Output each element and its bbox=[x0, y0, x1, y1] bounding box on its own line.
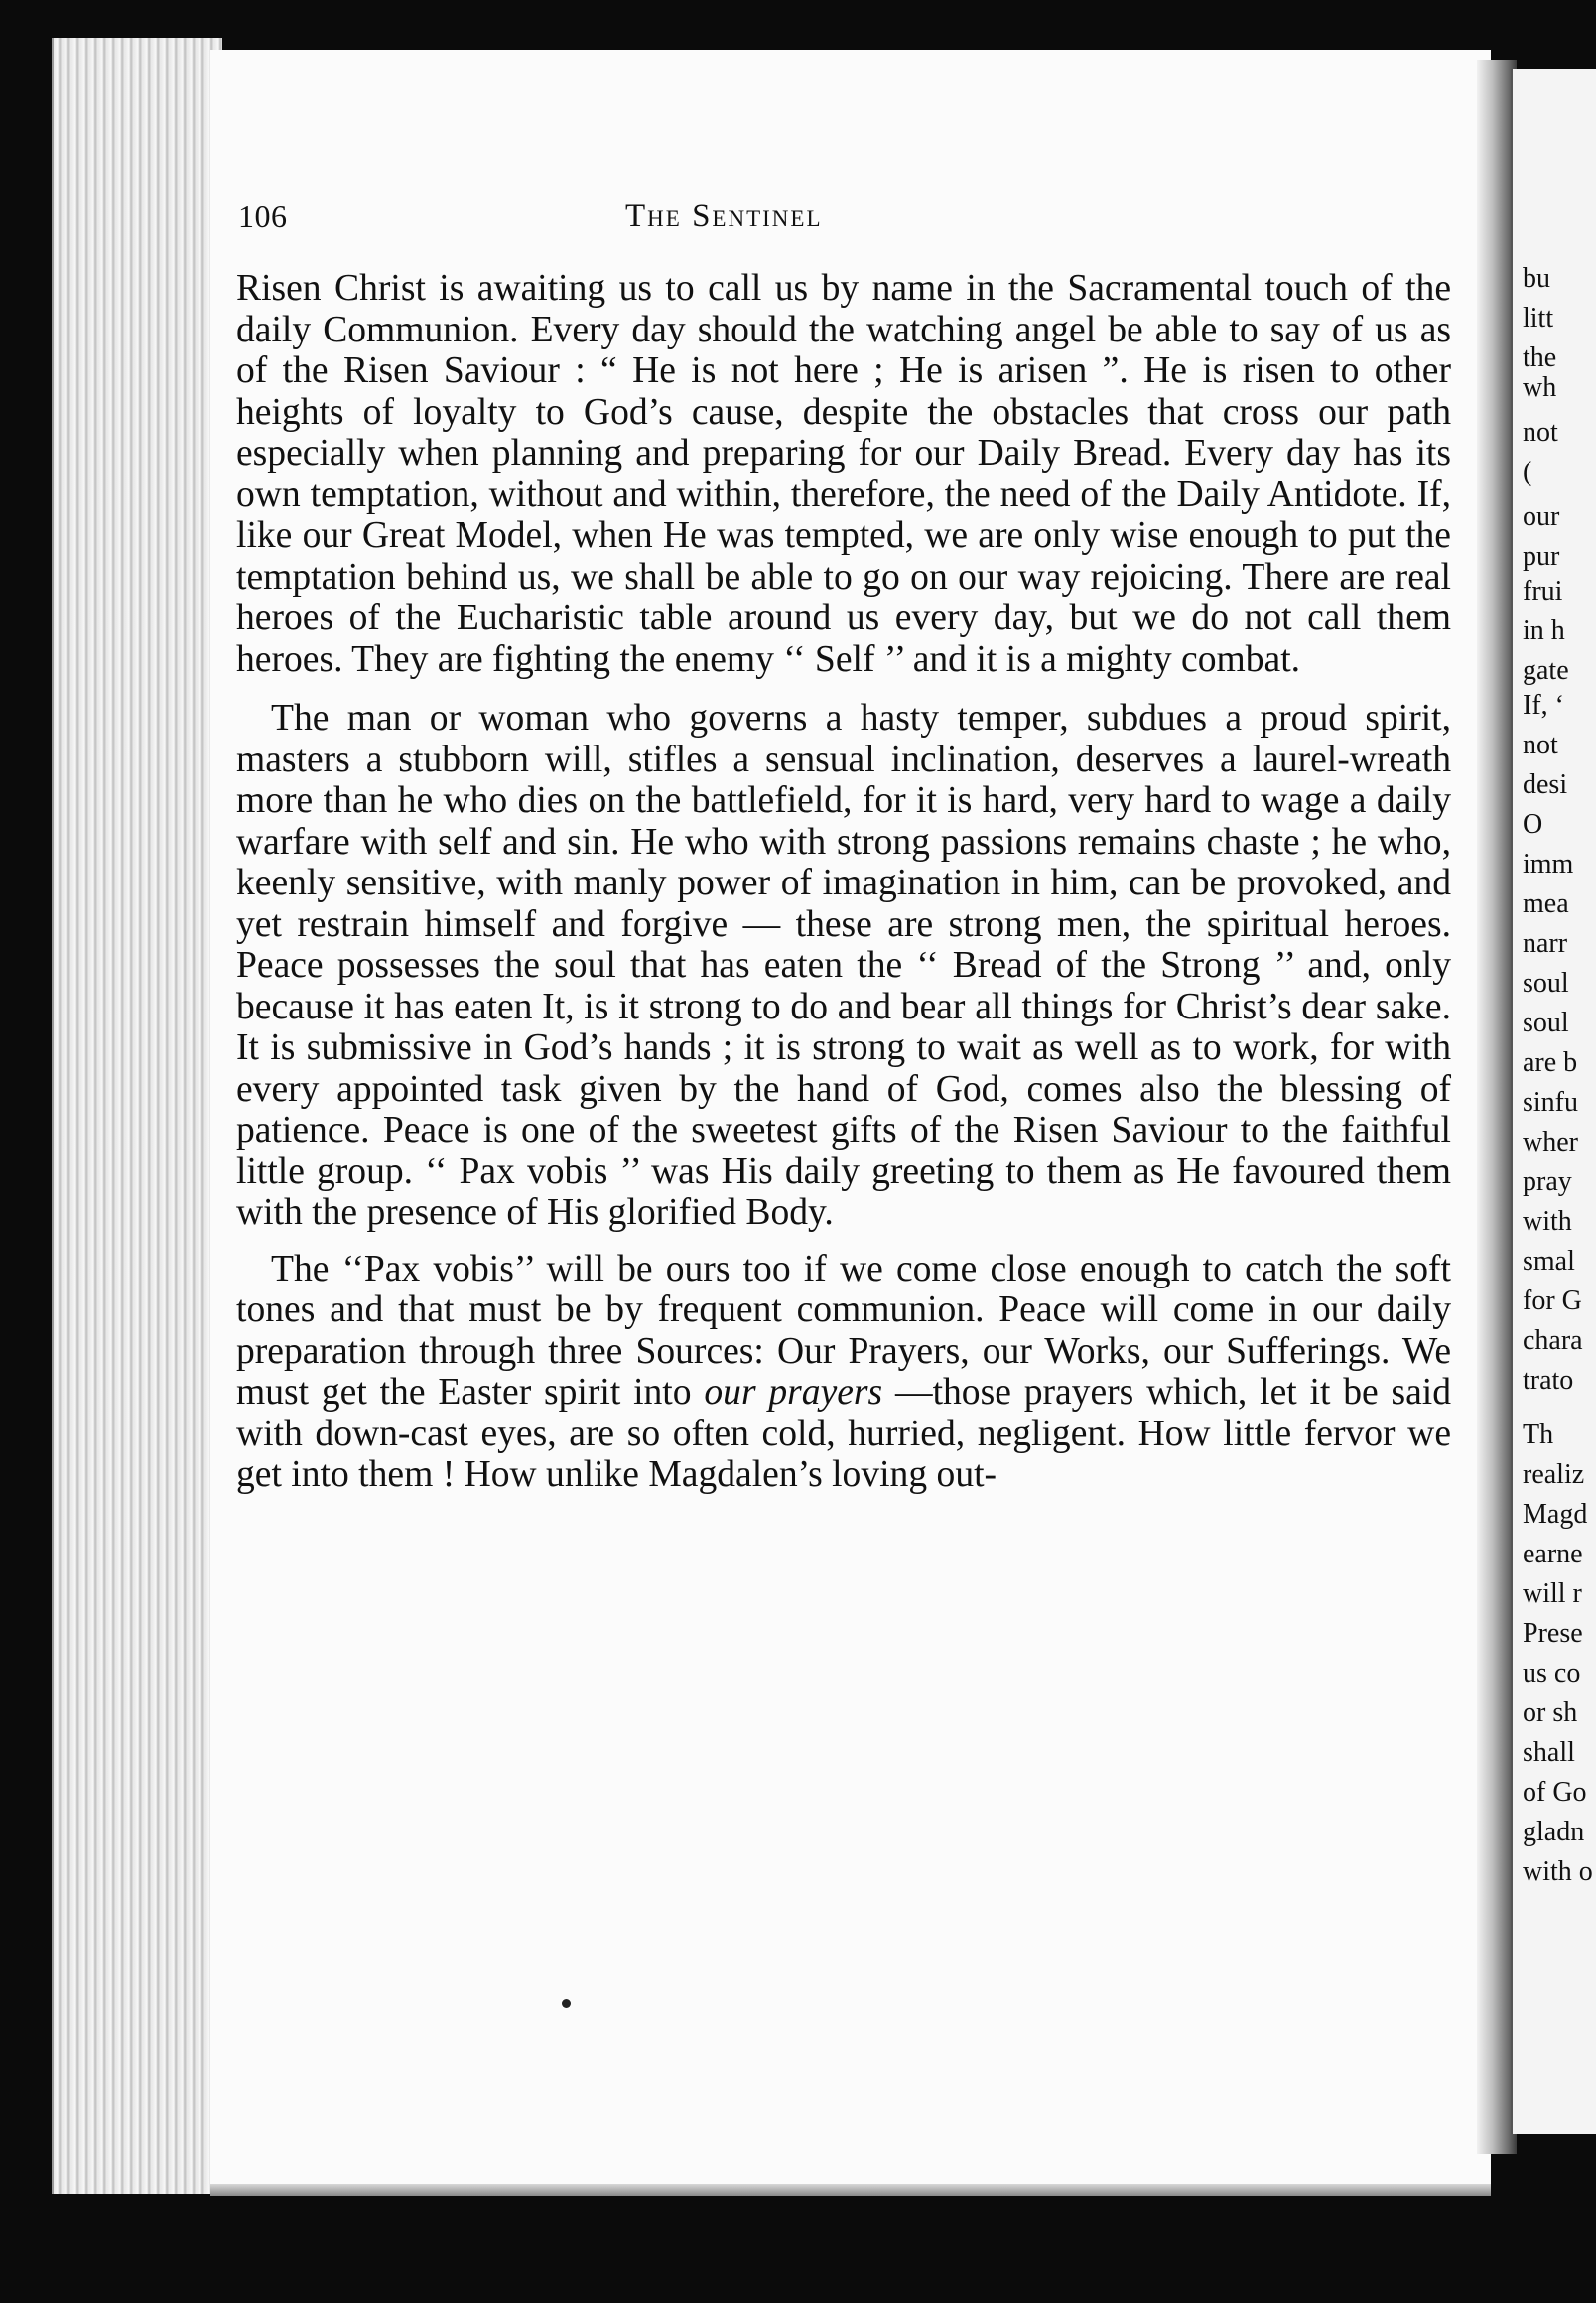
page-header bbox=[238, 199, 1231, 248]
right-page-fragment: realiz bbox=[1523, 1459, 1585, 1490]
page-number: 106 bbox=[238, 199, 288, 234]
paragraph-3-text-continued: —those prayers which, let it be said with down-cast eyes, are so often cold, hurried, negligent. How little fervor we get into them ! How unlike Magdalen’s loving out- bbox=[236, 1372, 1452, 1495]
page-edge-stack bbox=[52, 38, 222, 2194]
right-page-fragment: sinfu bbox=[1523, 1087, 1578, 1118]
right-page-fragment: narr bbox=[1523, 928, 1568, 959]
right-page-fragment: litt bbox=[1523, 303, 1554, 334]
right-page-fragment: will r bbox=[1523, 1578, 1582, 1609]
right-page-fragment: earne bbox=[1523, 1539, 1583, 1569]
right-page-fragment: soul bbox=[1523, 968, 1569, 999]
right-page-fragment: pray bbox=[1523, 1166, 1572, 1197]
right-page-fragment: with bbox=[1523, 1206, 1572, 1237]
paragraph-3-text: The ‘‘Pax vobis’’ will be ours too if we come close enough to catch the soft tones and that must be by frequent communion. Peace will come in our daily preparation through three Sources: Our Prayers, our Works, our Sufferings. We must get the Easter spirit into bbox=[236, 1248, 1451, 1413]
right-page-fragment: wher bbox=[1523, 1127, 1578, 1157]
right-page-fragment: trato bbox=[1523, 1365, 1574, 1396]
right-page-fragment: the bbox=[1523, 342, 1557, 373]
running-head: The Sentinel bbox=[625, 199, 823, 234]
right-page-fragment: O bbox=[1523, 809, 1543, 840]
right-page-fragment: desi bbox=[1523, 769, 1568, 800]
right-page-fragment: wh bbox=[1523, 372, 1557, 403]
right-page-fragment: us co bbox=[1523, 1658, 1581, 1689]
right-page bbox=[1511, 69, 1596, 2134]
right-page-fragment: If, ‘ bbox=[1523, 690, 1564, 721]
ink-dot bbox=[562, 1999, 571, 2008]
right-page-fragment: mea bbox=[1523, 888, 1569, 919]
right-page-fragment: for G bbox=[1523, 1286, 1582, 1316]
right-page-fragment: Magd bbox=[1523, 1499, 1588, 1530]
paragraph-3-emphasis: our prayers bbox=[704, 1372, 883, 1413]
right-page-fragment: our bbox=[1523, 501, 1560, 532]
right-page-fragment: frui bbox=[1523, 576, 1563, 607]
right-page-fragment: ( bbox=[1523, 457, 1532, 487]
right-page-fragment: with o bbox=[1523, 1856, 1593, 1887]
right-page-fragment: or sh bbox=[1523, 1697, 1578, 1728]
page-bottom-edge bbox=[210, 2184, 1491, 2196]
right-page-fragment: not bbox=[1523, 417, 1558, 448]
right-page-fragment: smal bbox=[1523, 1246, 1575, 1277]
right-page-fragment: not bbox=[1523, 730, 1558, 760]
paragraph-3 bbox=[236, 1249, 1451, 1496]
right-page-fragment: pur bbox=[1523, 541, 1560, 572]
paragraph-1: Risen Christ is awaiting us to call us by name in the Sacramental touch of the daily Communion. Every day should the watching angel be able to say of us as of the Risen Saviour : “ He is not here ; He is arisen ”. He is risen to other heights of loyalty to God’s cause, despite the obstacles that cross our path especially when planning and preparing for our Daily Bread. Every day has its own temptation, without and within, therefore, the need of the Daily Antidote. If, like our Great Model, when He was tempted, we are only wise enough to put the temptation behind us, we shall be able to go on our way rejoicing. There are real heroes of the Eucharistic table around us every day, but we do not call them heroes. They are fighting the enemy ‘‘ Self ’’ and it is a mighty combat. bbox=[236, 268, 1451, 680]
right-page-fragment: bu bbox=[1523, 263, 1550, 294]
right-page-fragment: shall bbox=[1523, 1737, 1575, 1768]
right-page-fragment: of Go bbox=[1523, 1777, 1587, 1808]
right-page-fragment: in h bbox=[1523, 615, 1565, 646]
right-page-fragment: Th bbox=[1523, 1420, 1554, 1450]
body-text bbox=[236, 268, 1451, 1496]
right-page-fragment: chara bbox=[1523, 1325, 1583, 1356]
right-page-fragment: Prese bbox=[1523, 1618, 1583, 1649]
right-page-fragment: gate bbox=[1523, 655, 1569, 686]
right-page-fragment: are b bbox=[1523, 1047, 1578, 1078]
paragraph-2: The man or woman who governs a hasty temper, subdues a proud spirit, masters a stubborn will, stifles a sensual inclination, deserves a laurel-wreath more than he who dies on the battlefield, for it is hard, very hard to wage a daily warfare with self and sin. He who with strong passions remains chaste ; he who, keenly sensitive, with manly power of imagination in him, can be provoked, and yet restrain himself and forgive — these are strong men, the spiritual heroes. Peace possesses the soul that has eaten the ‘‘ Bread of the Strong ’’ and, only because it has eaten It, is it strong to do and bear all things for Christ’s dear sake. It is submissive in God’s hands ; it is strong to wait as well as to work, for with every appointed task given by the hand of God, comes also the blessing of patience. Peace is one of the sweetest gifts of the Risen Saviour to the faithful little group. ‘‘ Pax vobis ’’ was His daily greeting to them as He favoured them with the presence of His glorified Body. bbox=[236, 698, 1451, 1233]
right-page-fragment: imm bbox=[1523, 849, 1574, 880]
right-page-fragment: gladn bbox=[1523, 1817, 1585, 1847]
right-page-fragment: soul bbox=[1523, 1008, 1569, 1038]
